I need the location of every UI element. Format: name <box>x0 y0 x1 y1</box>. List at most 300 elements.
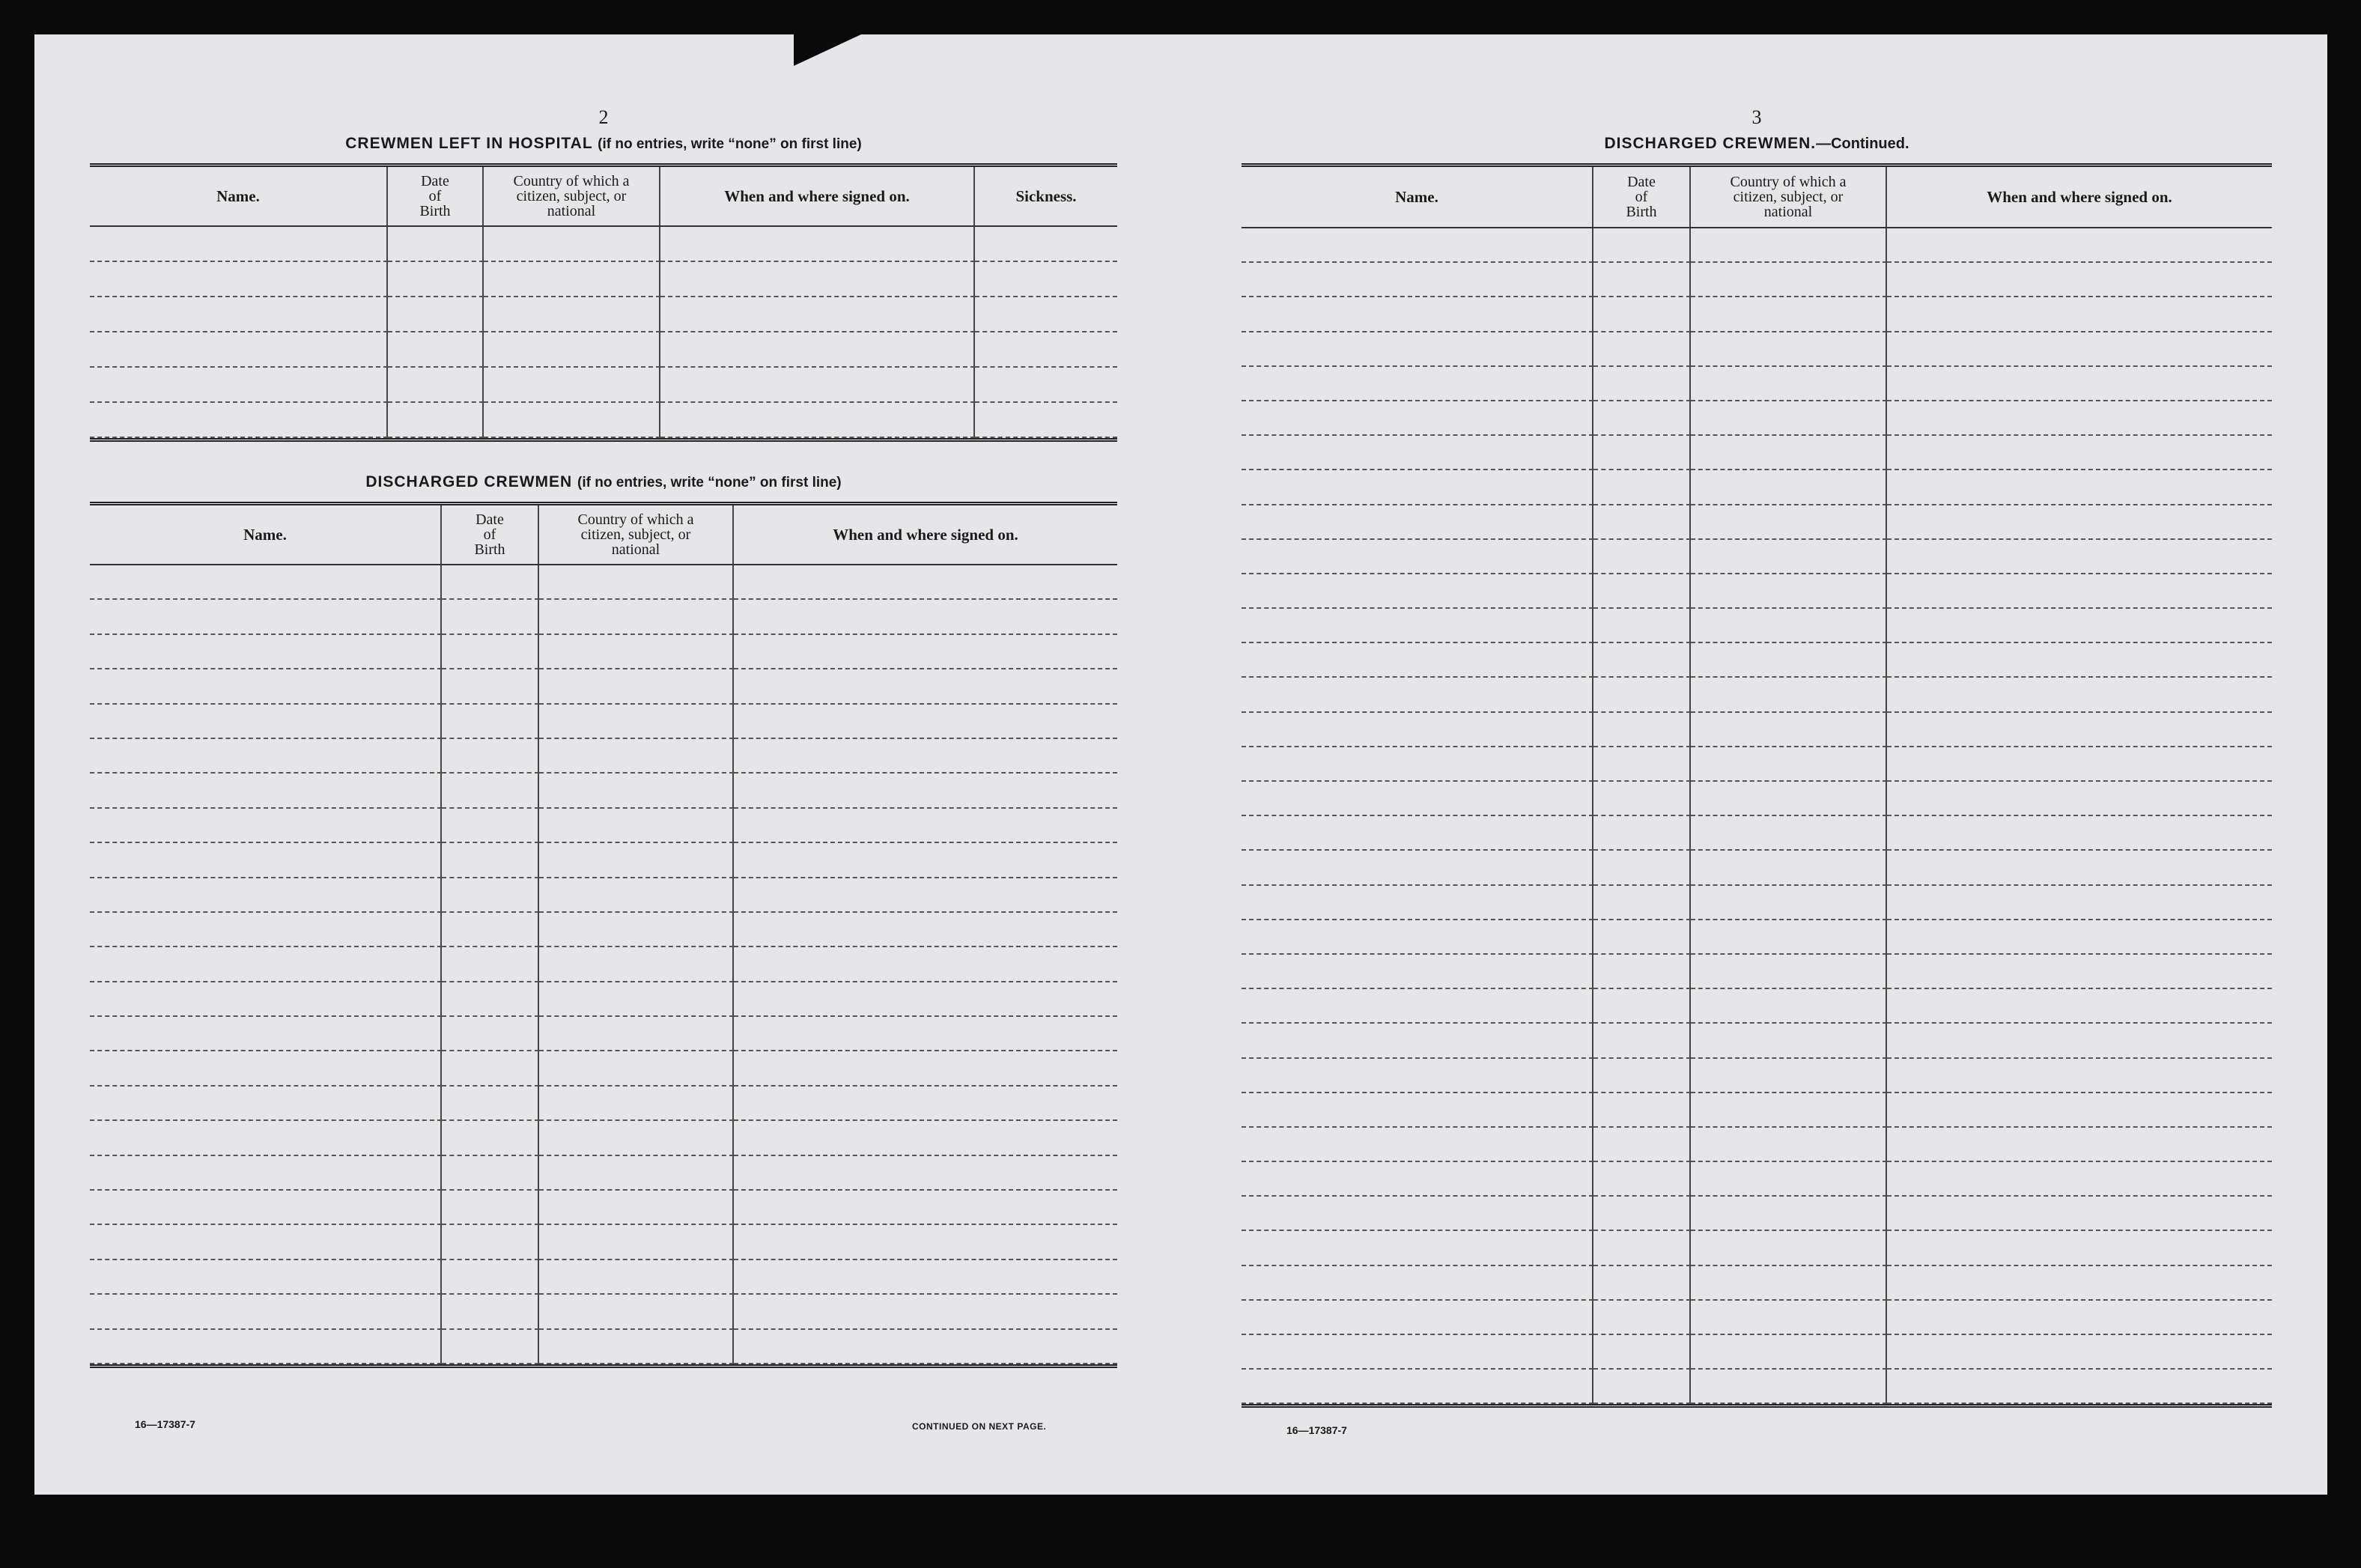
blank-entry-cell <box>90 947 442 982</box>
blank-entry-cell <box>1593 263 1691 297</box>
blank-entry-cell <box>90 774 442 808</box>
table-row <box>1242 574 2272 609</box>
blank-entry-cell <box>90 878 442 913</box>
blank-entry-cell <box>1691 609 1887 643</box>
table-row <box>1242 436 2272 470</box>
blank-entry-cell <box>1887 1266 2272 1301</box>
blank-entry-cell <box>539 1330 734 1364</box>
blank-entry-cell <box>90 1295 442 1329</box>
table-row <box>1242 643 2272 678</box>
table-row <box>1242 1301 2272 1335</box>
table-row <box>90 297 1117 332</box>
table-row <box>90 739 1117 774</box>
blank-entry-cell <box>1242 1231 1593 1265</box>
blank-entry-cell <box>90 739 442 774</box>
blank-entry-cell <box>734 1051 1117 1086</box>
blank-entry-cell <box>1887 540 2272 574</box>
blank-entry-cell <box>1887 1301 2272 1335</box>
blank-entry-cell <box>442 1225 539 1259</box>
blank-entry-cell <box>484 262 660 297</box>
blank-entry-cell <box>90 600 442 634</box>
page-number: 2 <box>598 106 609 128</box>
blank-entry-cell <box>539 669 734 704</box>
blank-entry-cell <box>1593 1059 1691 1093</box>
blank-entry-cell <box>1887 1059 2272 1093</box>
blank-entry-cell <box>734 739 1117 774</box>
discharged-table-header <box>90 505 1117 565</box>
blank-entry-cell <box>539 1156 734 1191</box>
blank-entry-cell <box>539 982 734 1017</box>
blank-entry-cell <box>388 332 484 368</box>
blank-entry-cell <box>1593 851 1691 885</box>
blank-entry-cell <box>442 809 539 843</box>
table-row <box>1242 955 2272 989</box>
blank-entry-cell <box>1593 989 1691 1024</box>
blank-entry-cell <box>1242 1093 1593 1128</box>
blank-entry-cell <box>660 227 975 262</box>
page-number: 3 <box>1751 106 1762 128</box>
blank-entry-cell <box>442 635 539 669</box>
blank-entry-cell <box>1887 816 2272 851</box>
blank-entry-cell <box>1242 989 1593 1024</box>
table-row <box>1242 747 2272 782</box>
blank-entry-cell <box>1242 574 1593 609</box>
blank-entry-cell <box>1887 1128 2272 1162</box>
blank-entry-cell <box>1887 228 2272 263</box>
blank-entry-cell <box>90 1017 442 1051</box>
blank-entry-cell <box>1691 782 1887 816</box>
blank-entry-cell <box>1242 1335 1593 1370</box>
blank-entry-cell <box>1691 436 1887 470</box>
discharged-continued-table-header <box>1242 167 2272 228</box>
hospital-section-title <box>90 135 1117 153</box>
blank-entry-cell <box>1593 678 1691 712</box>
blank-entry-cell <box>539 878 734 913</box>
blank-entry-cell <box>1242 228 1593 263</box>
discharged-section-title <box>90 473 1117 491</box>
blank-entry-cell <box>388 368 484 403</box>
table-row <box>1242 1266 2272 1301</box>
blank-entry-cell <box>484 368 660 403</box>
blank-entry-cell <box>1593 782 1691 816</box>
blank-entry-cell <box>1887 1162 2272 1197</box>
blank-entry-cell <box>734 1295 1117 1329</box>
blank-entry-cell <box>90 297 388 332</box>
table-row <box>90 843 1117 878</box>
column-header-country: Country of which a citizen, subject, or national <box>1691 167 1887 227</box>
blank-entry-cell <box>1691 1162 1887 1197</box>
blank-entry-cell <box>1691 886 1887 920</box>
blank-entry-cell <box>442 982 539 1017</box>
table-row <box>1242 989 2272 1024</box>
blank-entry-cell <box>539 1017 734 1051</box>
blank-entry-cell <box>734 878 1117 913</box>
blank-entry-cell <box>1593 816 1691 851</box>
table-row <box>1242 263 2272 297</box>
blank-entry-cell <box>1691 920 1887 955</box>
blank-entry-cell <box>1242 332 1593 367</box>
table-row <box>90 403 1117 438</box>
table-row <box>1242 782 2272 816</box>
blank-entry-cell <box>1887 920 2272 955</box>
blank-entry-cell <box>1593 886 1691 920</box>
table-row <box>1242 713 2272 747</box>
column-header-when-where-signed: When and where signed on. <box>660 167 975 225</box>
blank-entry-cell <box>1242 920 1593 955</box>
table-row <box>1242 1370 2272 1404</box>
blank-entry-cell <box>734 774 1117 808</box>
table-row <box>1242 1197 2272 1231</box>
blank-entry-cell <box>539 774 734 808</box>
blank-entry-cell <box>1593 1093 1691 1128</box>
blank-entry-cell <box>1887 1197 2272 1231</box>
blank-entry-cell <box>734 635 1117 669</box>
blank-entry-cell <box>1593 747 1691 782</box>
blank-entry-cell <box>1242 1266 1593 1301</box>
blank-entry-cell <box>1242 747 1593 782</box>
blank-entry-cell <box>1691 1059 1887 1093</box>
blank-entry-cell <box>975 403 1117 438</box>
blank-entry-cell <box>1691 228 1887 263</box>
table-row <box>90 1295 1117 1329</box>
blank-entry-cell <box>1593 574 1691 609</box>
blank-entry-cell <box>90 1330 442 1364</box>
table-row <box>90 1156 1117 1191</box>
discharged-table-bottom-rule <box>90 1364 1117 1368</box>
blank-entry-cell <box>734 1087 1117 1121</box>
blank-entry-cell <box>90 262 388 297</box>
blank-entry-cell <box>1887 1335 2272 1370</box>
blank-entry-cell <box>1593 1301 1691 1335</box>
blank-entry-cell <box>1593 1024 1691 1058</box>
table-row <box>1242 332 2272 367</box>
blank-entry-cell <box>1691 1231 1887 1265</box>
blank-entry-cell <box>660 297 975 332</box>
table-row <box>1242 816 2272 851</box>
sheet-notch <box>794 34 861 66</box>
blank-entry-cell <box>1593 1128 1691 1162</box>
table-row <box>90 1191 1117 1225</box>
blank-entry-cell <box>1242 1162 1593 1197</box>
blank-entry-cell <box>660 262 975 297</box>
blank-entry-cell <box>1887 1370 2272 1404</box>
blank-entry-cell <box>442 1260 539 1295</box>
discharged-continued-table <box>1242 163 2272 1408</box>
discharged-table-body <box>90 565 1117 1364</box>
discharged-table <box>90 502 1117 1368</box>
form-code: 16—17387-7 <box>1286 1424 1347 1436</box>
blank-entry-cell <box>734 1330 1117 1364</box>
blank-entry-cell <box>442 774 539 808</box>
blank-entry-cell <box>90 1087 442 1121</box>
blank-entry-cell <box>90 1260 442 1295</box>
blank-entry-cell <box>442 1017 539 1051</box>
table-row <box>1242 1335 2272 1370</box>
blank-entry-cell <box>734 1260 1117 1295</box>
blank-entry-cell <box>1593 955 1691 989</box>
blank-entry-cell <box>1691 678 1887 712</box>
blank-entry-cell <box>1691 1197 1887 1231</box>
hospital-table-bottom-rule <box>90 438 1117 442</box>
blank-entry-cell <box>1887 782 2272 816</box>
blank-entry-cell <box>1242 1301 1593 1335</box>
blank-entry-cell <box>442 1156 539 1191</box>
blank-entry-cell <box>1691 1024 1887 1058</box>
blank-entry-cell <box>1242 713 1593 747</box>
blank-entry-cell <box>734 843 1117 878</box>
blank-entry-cell <box>1593 920 1691 955</box>
table-row <box>1242 228 2272 263</box>
continued-note: CONTINUED ON NEXT PAGE. <box>912 1421 1047 1432</box>
blank-entry-cell <box>539 565 734 600</box>
table-row <box>90 262 1117 297</box>
blank-entry-cell <box>539 1051 734 1086</box>
blank-entry-cell <box>1593 1162 1691 1197</box>
blank-entry-cell <box>660 332 975 368</box>
blank-entry-cell <box>442 1087 539 1121</box>
table-row <box>90 1260 1117 1295</box>
blank-entry-cell <box>1691 1335 1887 1370</box>
table-row <box>1242 297 2272 332</box>
blank-entry-cell <box>1691 1128 1887 1162</box>
blank-entry-cell <box>1887 1231 2272 1265</box>
blank-entry-cell <box>1242 505 1593 540</box>
blank-entry-cell <box>539 635 734 669</box>
table-row <box>90 227 1117 262</box>
hospital-subtitle-text: (if no entries, write “none” on first line) <box>598 136 862 152</box>
table-row <box>90 368 1117 403</box>
blank-entry-cell <box>1887 713 2272 747</box>
blank-entry-cell <box>1593 540 1691 574</box>
blank-entry-cell <box>539 600 734 634</box>
blank-entry-cell <box>1242 540 1593 574</box>
blank-entry-cell <box>1887 1024 2272 1058</box>
blank-entry-cell <box>1691 263 1887 297</box>
blank-entry-cell <box>734 982 1117 1017</box>
discharged-title-text: DISCHARGED CREWMEN <box>365 473 573 490</box>
blank-entry-cell <box>1593 367 1691 401</box>
column-header-when-where-signed: When and where signed on. <box>833 526 1018 544</box>
blank-entry-cell <box>1691 989 1887 1024</box>
blank-entry-cell <box>388 262 484 297</box>
blank-entry-cell <box>1593 436 1691 470</box>
blank-entry-cell <box>1691 332 1887 367</box>
column-header-date-of-birth: Date of Birth <box>1593 167 1691 227</box>
blank-entry-cell <box>539 1191 734 1225</box>
blank-entry-cell <box>442 600 539 634</box>
blank-entry-cell <box>1887 955 2272 989</box>
blank-entry-cell <box>539 913 734 947</box>
blank-entry-cell <box>1887 643 2272 678</box>
blank-entry-cell <box>1242 851 1593 885</box>
blank-entry-cell <box>539 947 734 982</box>
table-row <box>1242 1128 2272 1162</box>
blank-entry-cell <box>90 1191 442 1225</box>
blank-entry-cell <box>1691 643 1887 678</box>
table-row <box>90 1087 1117 1121</box>
blank-entry-cell <box>975 332 1117 368</box>
blank-entry-cell <box>1887 609 2272 643</box>
blank-entry-cell <box>388 227 484 262</box>
blank-entry-cell <box>442 565 539 600</box>
blank-entry-cell <box>1691 713 1887 747</box>
blank-entry-cell <box>539 1225 734 1259</box>
blank-entry-cell <box>734 1225 1117 1259</box>
table-row <box>1242 1093 2272 1128</box>
blank-entry-cell <box>1887 436 2272 470</box>
blank-entry-cell <box>1887 367 2272 401</box>
table-row <box>90 635 1117 669</box>
column-header-sickness: Sickness. <box>1015 187 1077 205</box>
column-header-country: Country of which a citizen, subject, or national <box>484 167 660 225</box>
blank-entry-cell <box>442 669 539 704</box>
discharged-continued-table-bottom-rule <box>1242 1404 2272 1408</box>
blank-entry-cell <box>539 843 734 878</box>
blank-entry-cell <box>1691 470 1887 505</box>
blank-entry-cell <box>1691 1301 1887 1335</box>
continued-suffix-text: —Continued. <box>1816 136 1909 152</box>
blank-entry-cell <box>1593 1266 1691 1301</box>
blank-entry-cell <box>90 1156 442 1191</box>
blank-entry-cell <box>1593 401 1691 436</box>
blank-entry-cell <box>1887 1093 2272 1128</box>
blank-entry-cell <box>734 565 1117 600</box>
blank-entry-cell <box>539 809 734 843</box>
blank-entry-cell <box>1691 1266 1887 1301</box>
blank-entry-cell <box>1242 643 1593 678</box>
table-row <box>1242 851 2272 885</box>
blank-entry-cell <box>1887 747 2272 782</box>
blank-entry-cell <box>1593 1197 1691 1231</box>
blank-entry-cell <box>1691 816 1887 851</box>
blank-entry-cell <box>539 1121 734 1155</box>
table-row <box>90 1121 1117 1155</box>
column-header-when-where-signed: When and where signed on. <box>1987 188 2172 206</box>
blank-entry-cell <box>539 1087 734 1121</box>
blank-entry-cell <box>388 297 484 332</box>
blank-entry-cell <box>1593 1335 1691 1370</box>
blank-entry-cell <box>1593 1370 1691 1404</box>
blank-entry-cell <box>90 227 388 262</box>
table-row <box>90 1051 1117 1086</box>
blank-entry-cell <box>1691 1093 1887 1128</box>
table-row <box>90 705 1117 739</box>
blank-entry-cell <box>1887 470 2272 505</box>
blank-entry-cell <box>484 403 660 438</box>
table-row <box>90 982 1117 1017</box>
column-header-date-of-birth: Date of Birth <box>442 505 539 564</box>
discharged-subtitle-text: (if no entries, write “none” on first line) <box>577 475 842 490</box>
blank-entry-cell <box>1593 505 1691 540</box>
blank-entry-cell <box>539 1260 734 1295</box>
blank-entry-cell <box>442 947 539 982</box>
blank-entry-cell <box>1593 332 1691 367</box>
blank-entry-cell <box>1887 505 2272 540</box>
blank-entry-cell <box>1691 505 1887 540</box>
blank-entry-cell <box>1242 816 1593 851</box>
blank-entry-cell <box>975 227 1117 262</box>
table-row <box>1242 540 2272 574</box>
blank-entry-cell <box>734 600 1117 634</box>
blank-entry-cell <box>1242 678 1593 712</box>
blank-entry-cell <box>1242 470 1593 505</box>
blank-entry-cell <box>442 878 539 913</box>
blank-entry-cell <box>442 843 539 878</box>
blank-entry-cell <box>1242 955 1593 989</box>
blank-entry-cell <box>1242 886 1593 920</box>
column-header-country: Country of which a citizen, subject, or national <box>539 505 734 564</box>
table-row <box>1242 1162 2272 1197</box>
blank-entry-cell <box>1691 367 1887 401</box>
blank-entry-cell <box>539 705 734 739</box>
blank-entry-cell <box>1593 609 1691 643</box>
discharged-continued-title <box>1242 135 2272 153</box>
table-row <box>1242 401 2272 436</box>
blank-entry-cell <box>1887 851 2272 885</box>
blank-entry-cell <box>90 332 388 368</box>
blank-entry-cell <box>442 1330 539 1364</box>
blank-entry-cell <box>1691 401 1887 436</box>
blank-entry-cell <box>1691 747 1887 782</box>
blank-entry-cell <box>1593 713 1691 747</box>
hospital-title-text: CREWMEN LEFT IN HOSPITAL <box>345 135 593 152</box>
blank-entry-cell <box>442 1295 539 1329</box>
blank-entry-cell <box>734 1156 1117 1191</box>
blank-entry-cell <box>1887 297 2272 332</box>
table-row <box>90 878 1117 913</box>
blank-entry-cell <box>539 739 734 774</box>
table-row <box>90 1330 1117 1364</box>
form-code: 16—17387-7 <box>135 1418 195 1430</box>
table-row <box>1242 609 2272 643</box>
blank-entry-cell <box>1242 1197 1593 1231</box>
discharged-continued-table-body <box>1242 228 2272 1404</box>
blank-entry-cell <box>1242 1128 1593 1162</box>
table-row <box>90 774 1117 808</box>
table-row <box>90 1225 1117 1259</box>
blank-entry-cell <box>90 669 442 704</box>
blank-entry-cell <box>90 565 442 600</box>
blank-entry-cell <box>1242 436 1593 470</box>
table-row <box>90 600 1117 634</box>
blank-entry-cell <box>734 705 1117 739</box>
table-row <box>1242 367 2272 401</box>
blank-entry-cell <box>1593 297 1691 332</box>
blank-entry-cell <box>442 913 539 947</box>
blank-entry-cell <box>1242 609 1593 643</box>
table-row <box>1242 920 2272 955</box>
blank-entry-cell <box>660 403 975 438</box>
blank-entry-cell <box>1242 297 1593 332</box>
blank-entry-cell <box>484 227 660 262</box>
blank-entry-cell <box>484 332 660 368</box>
table-row <box>1242 678 2272 712</box>
column-header-name: Name. <box>90 167 388 225</box>
blank-entry-cell <box>90 1121 442 1155</box>
blank-entry-cell <box>90 843 442 878</box>
blank-entry-cell <box>90 982 442 1017</box>
table-row <box>90 565 1117 600</box>
blank-entry-cell <box>90 368 388 403</box>
blank-entry-cell <box>1242 401 1593 436</box>
blank-entry-cell <box>1691 297 1887 332</box>
blank-entry-cell <box>975 297 1117 332</box>
blank-entry-cell <box>1242 1370 1593 1404</box>
blank-entry-cell <box>734 669 1117 704</box>
blank-entry-cell <box>975 368 1117 403</box>
blank-entry-cell <box>734 1191 1117 1225</box>
table-row <box>1242 505 2272 540</box>
